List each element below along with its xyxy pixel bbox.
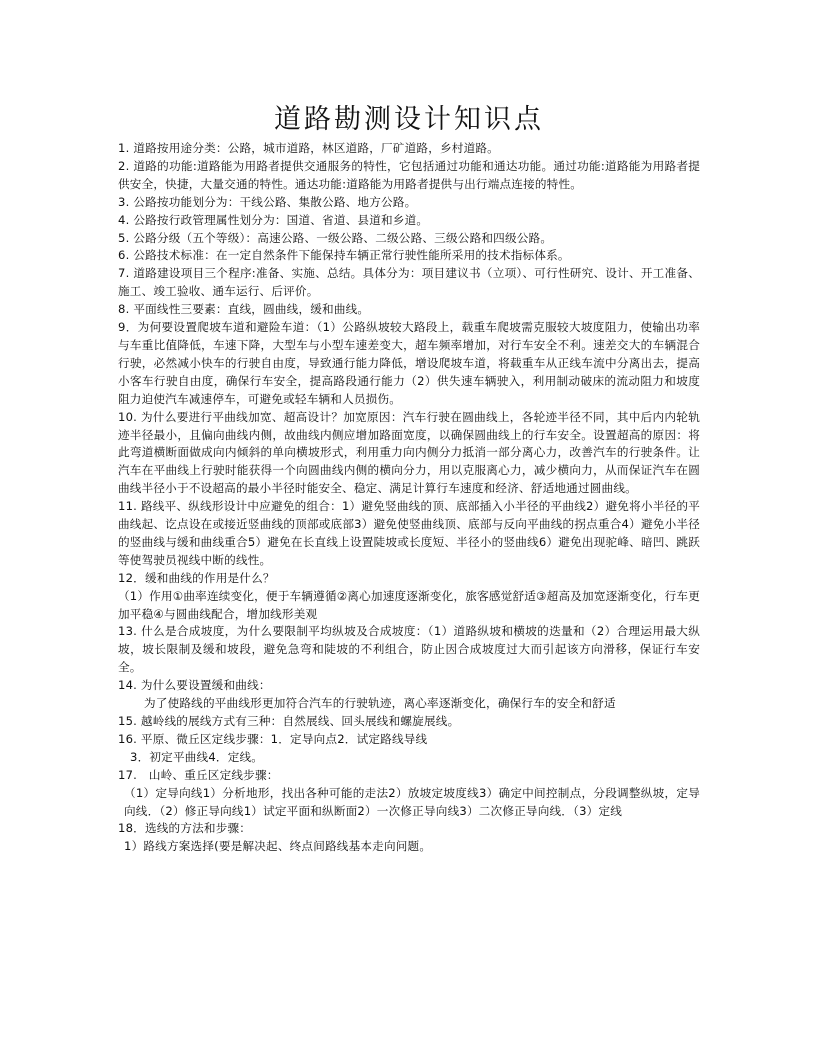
paragraph-14-heading: 14. 为什么要设置缓和曲线：	[118, 678, 271, 693]
paragraph-6: 6. 公路技术标准：在一定自然条件下能保持车辆正常行驶性能所采用的技术指标体系。	[118, 248, 570, 263]
document-title: 道路勘测设计知识点	[274, 104, 544, 135]
paragraph-1: 1. 道路按用途分类：公路，城市道路，林区道路，厂矿道路，乡村道路。	[118, 141, 499, 155]
paragraph-5: 5. 公路分级（五个等级）：高速公路、一级公路、二级公路、三级公路和四级公路。	[118, 230, 553, 245]
paragraph-18-heading: 18．选线的方法和步骤：	[118, 821, 252, 836]
paragraph-10: 10. 为什么要进行平曲线加宽、超高设计？加宽原因：汽车行驶在圆曲线上，各轮迹半径不同，其中后内内轮轨迹半径最小，且偏向曲线内侧，故曲线内侧应增加路面宽度，以确保圆曲线上的行车安全。设置超高的原因：将此弯道横断面做成向内倾斜的单向横坡形式，利用重力向内侧分力抵消一部分离心力，改善汽车的行驶条件。让汽车在平曲线上行驶时能获得一个向圆曲线内侧的横向分力，用以克服离心力，减少横向力，从而保证汽车在圆曲线半径小于不设超高的最小半径时能安全、稳定、满足计算行车速度和经济、舒适地通过圆曲线。	[118, 409, 700, 496]
paragraph-8: 8. 平面线性三要素：直线，圆曲线，缓和曲线。	[118, 302, 370, 317]
paragraph-16: 16. 平原、微丘区定线步骤：1．定导向点2．试定路线导线	[118, 731, 428, 746]
paragraph-9: 9．为何要设置爬坡车道和避险车道：（1）公路纵坡较大路段上，载重车爬坡需克服较大坡度阻力，使输出功率与车重比值降低，车速下降，大型车与小型车速差变大，超车频率增加，对行车安全不利。速差交大的车辆混合行驶，必然减小快车的行驶自由度，导致通行能力降低，增设爬坡车道，将载重车从正线车流中分离出去，提高小客车行驶自由度，确保行车安全，提高路段通行能力（2）供失速车辆驶入，利用制动破床的流动阻力和坡度阻力迫使汽车减速停车，可避免或轻车辆和人员损伤。	[118, 320, 700, 406]
paragraph-3: 3. 公路按功能划分为：干线公路、集散公路、地方公路。	[118, 194, 417, 209]
paragraph-17-heading: 17. 山岭、重丘区定线步骤：	[118, 767, 279, 782]
paragraph-13: 13. 什么是合成坡度，为什么要限制平均纵坡及合成坡度：（1）道路纵坡和横坡的迭量和（2）合理运用最大纵坡，坡长限制及缓和坡段，避免急弯和陡坡的不利组合，防止因合成坡度过大而引起该方向滑移，保证行车安全。	[118, 624, 700, 675]
paragraph-14-body: 为了使路线的平曲线形更加符合汽车的行驶轨迹，离心率逐渐变化，确保行车的安全和舒适	[144, 696, 616, 711]
paragraph-2: 2. 道路的功能:道路能为用路者提供交通服务的特性，它包括通过功能和通达功能。通过功能:道路能为用路者提供安全，快捷，大量交通的特性。通达功能:道路能为用路者提供与出行端点连接的特性。	[118, 158, 700, 191]
paragraph-4: 4. 公路按行政管理属性划分为：国道、省道、县道和乡道。	[118, 212, 429, 227]
paragraph-18-body: 1）路线方案选择(要是解决起、终点间路线基本走向问题。	[124, 839, 432, 854]
paragraph-12-body: （1）作用①曲率连续变化，便于车辆遵循②离心加速度逐渐变化，旅客感觉舒适③超高及加宽逐渐变化，行车更加平稳④与圆曲线配合，增加线形美观	[118, 588, 700, 621]
paragraph-7: 7. 道路建设项目三个程序:准备、实施、总结。具体分为：项目建议书（立项）、可行性研究、设计、开工准备、施工、竣工验收、通车运行、后评价。	[118, 266, 700, 299]
paragraph-17-body: （1）定导向线1）分析地形，找出各种可能的走法2）放坡定坡度线3）确定中间控制点，分段调整纵坡，定导向线．（2）修正导向线1）试定平面和纵断面2）一次修正导向线3）二次修正导向线．（3）定线	[124, 785, 700, 818]
paragraph-12-heading: 12．缓和曲线的作用是什么？	[118, 570, 275, 585]
document-page	[118, 100, 700, 856]
paragraph-11: 11. 路线平、纵线形设计中应避免的组合：1）避免竖曲线的顶、底部插入小半径的平曲线2）避免将小半径的平曲线起、讫点设在或接近竖曲线的顶部或底部3）避免使竖曲线顶、底部与反向平曲线的拐点重合4）避免小半径的竖曲线与缓和曲线重合5）避免在长直线上设置陡坡或长度短、半径小的竖曲线6）避免出现驼峰、暗凹、跳跃等使驾驶员视线中断的线性。	[118, 499, 700, 567]
paragraph-16-continued: 3．初定平曲线4．定线。	[130, 749, 264, 764]
paragraph-15: 15. 越岭线的展线方式有三种：自然展线、回头展线和螺旋展线。	[118, 714, 460, 728]
